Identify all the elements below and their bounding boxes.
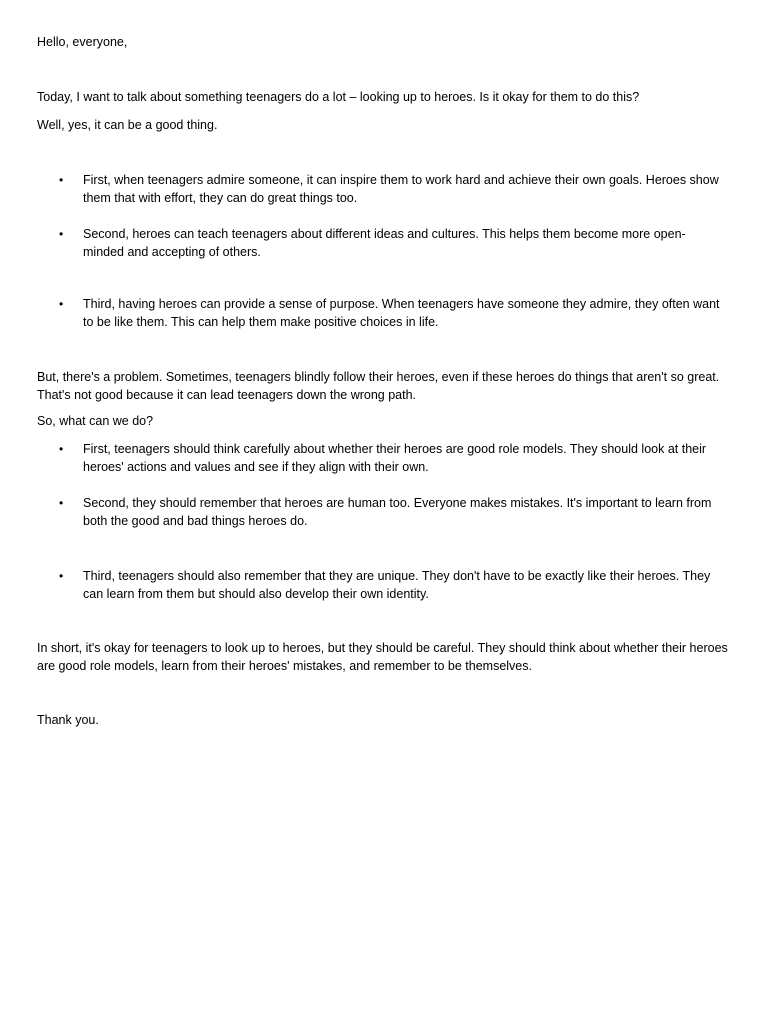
list-item-text: First, teenagers should think carefully about whether their heroes are good role models. They should look at their heroes' actions and values and see if they align with their own. — [83, 442, 707, 474]
greeting-text: Hello, everyone, — [37, 35, 128, 49]
bullet-icon: • — [59, 173, 64, 187]
intro-line-2: Well, yes, it can be a good thing. — [37, 118, 218, 132]
bullet-icon: • — [59, 442, 64, 456]
bullet-icon: • — [59, 227, 64, 241]
intro-line-1: Today, I want to talk about something teenagers do a lot – looking up to heroes. Is it okay for them to do this? — [37, 90, 640, 104]
list-item-text: First, when teenagers admire someone, it can inspire them to work hard and achieve their own goals. Heroes show them that with effort, they can do great things too. — [83, 173, 719, 205]
closing-text: Thank you. — [37, 713, 99, 727]
problem-paragraph: But, there's a problem. Sometimes, teenagers blindly follow their heroes, even if these heroes do things that aren't so great. That's not good because it can lead teenagers down the wrong path. — [37, 370, 720, 402]
bullet-icon: • — [59, 569, 64, 583]
list-item-text: Second, heroes can teach teenagers about different ideas and cultures. This helps them become more open-minded and accepting of others. — [83, 227, 686, 259]
list-item-text: Second, they should remember that heroes are human too. Everyone makes mistakes. It's important to learn from both the good and bad things heroes do. — [83, 496, 712, 528]
list-item-text: Third, teenagers should also remember that they are unique. They don't have to be exactly like their heroes. They can learn from them but should also develop their own identity. — [83, 569, 711, 601]
conclusion-paragraph: In short, it's okay for teenagers to look up to heroes, but they should be careful. They should think about whether their heroes are good role models, learn from their heroes' mistakes, and remember to be themselves. — [37, 641, 728, 673]
list-item-text: Third, having heroes can provide a sense of purpose. When teenagers have someone they admire, they often want to be like them. This can help them make positive choices in life. — [83, 297, 720, 329]
question-text: So, what can we do? — [37, 414, 154, 428]
bullet-icon: • — [59, 496, 64, 510]
bullet-icon: • — [59, 297, 64, 311]
